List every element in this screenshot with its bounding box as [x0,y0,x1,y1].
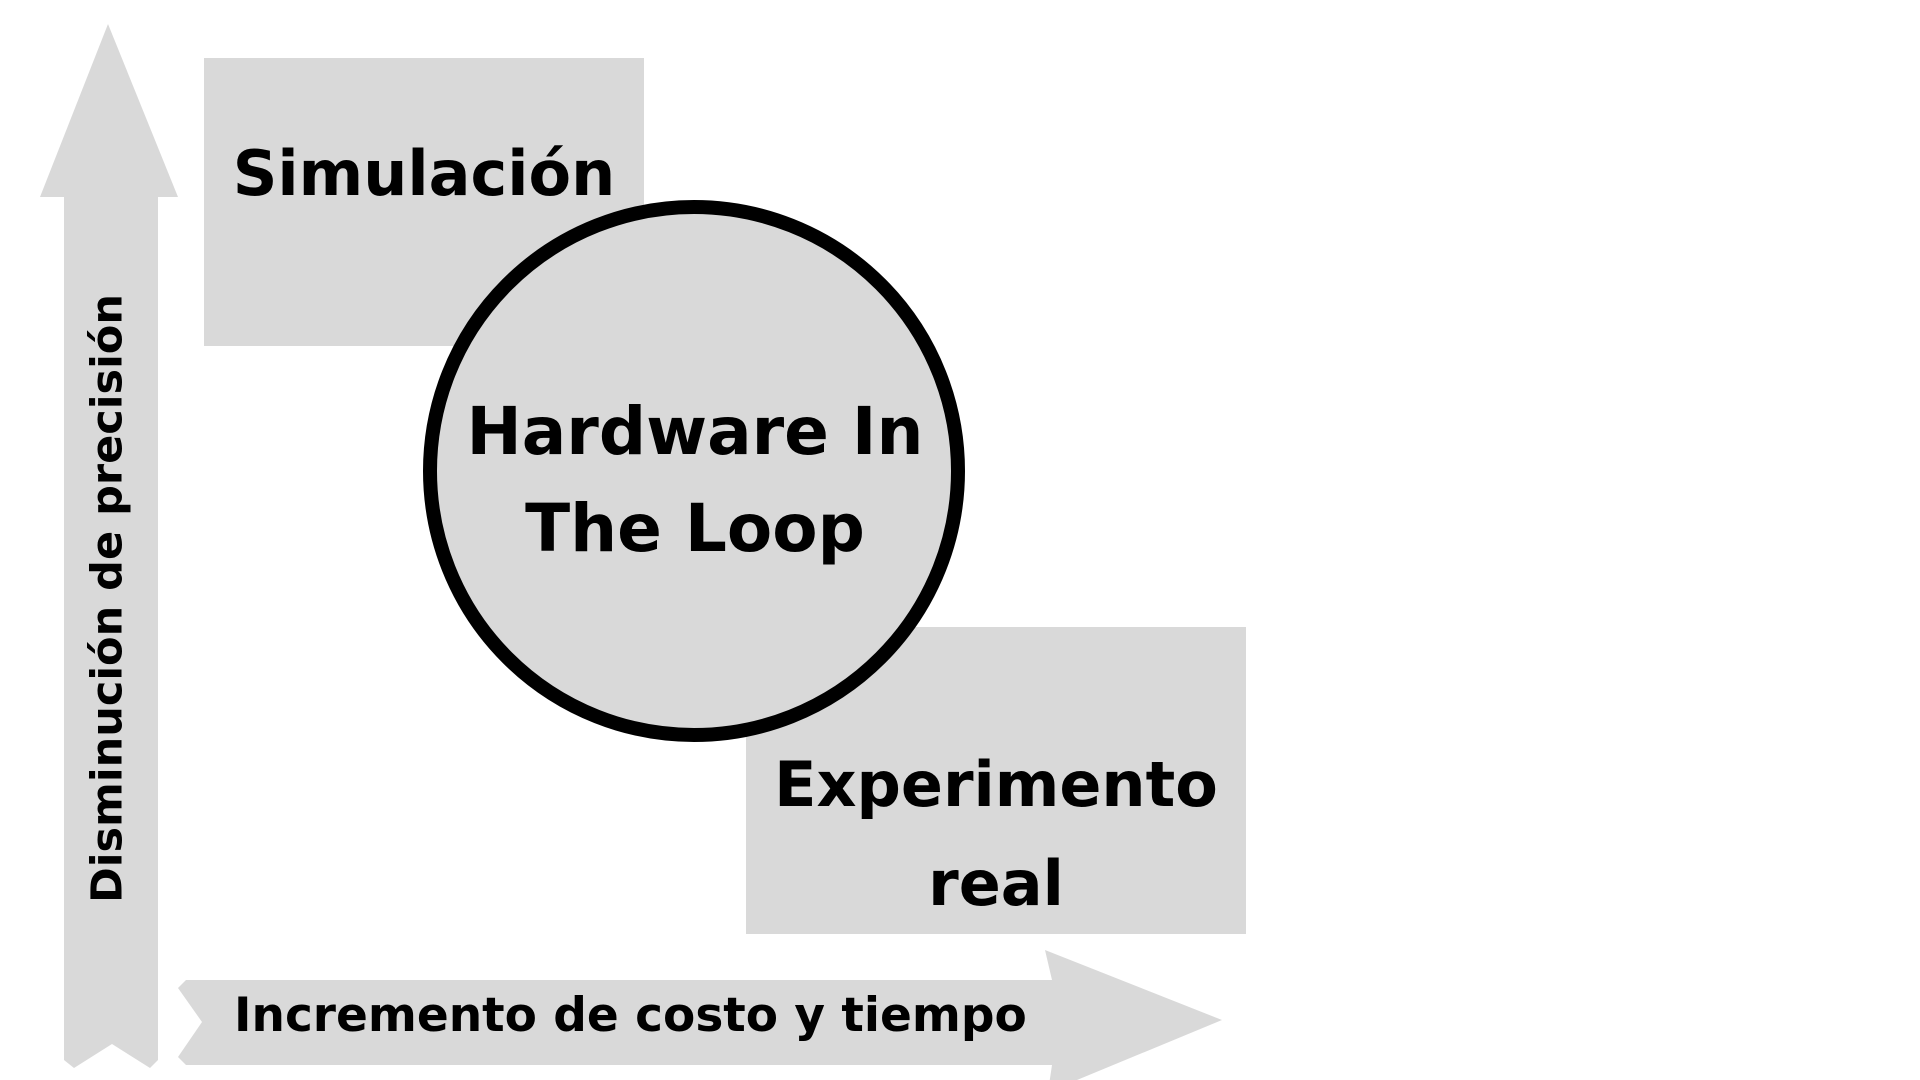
simulation-text: Simulación [232,137,616,210]
experiment-text-line2: real [928,847,1064,921]
vertical-axis-label: Disminución de precisión [82,294,133,903]
experiment-text-line1: Experimento [774,748,1218,821]
horizontal-axis-label: Incremento de costo y tiempo [234,988,1027,1043]
hil-text-line2: The Loop [525,490,865,568]
experiment-label [746,735,1246,933]
simulation-label [204,124,644,223]
hil-label [430,383,960,577]
hil-text-line1: Hardware In [466,393,924,470]
